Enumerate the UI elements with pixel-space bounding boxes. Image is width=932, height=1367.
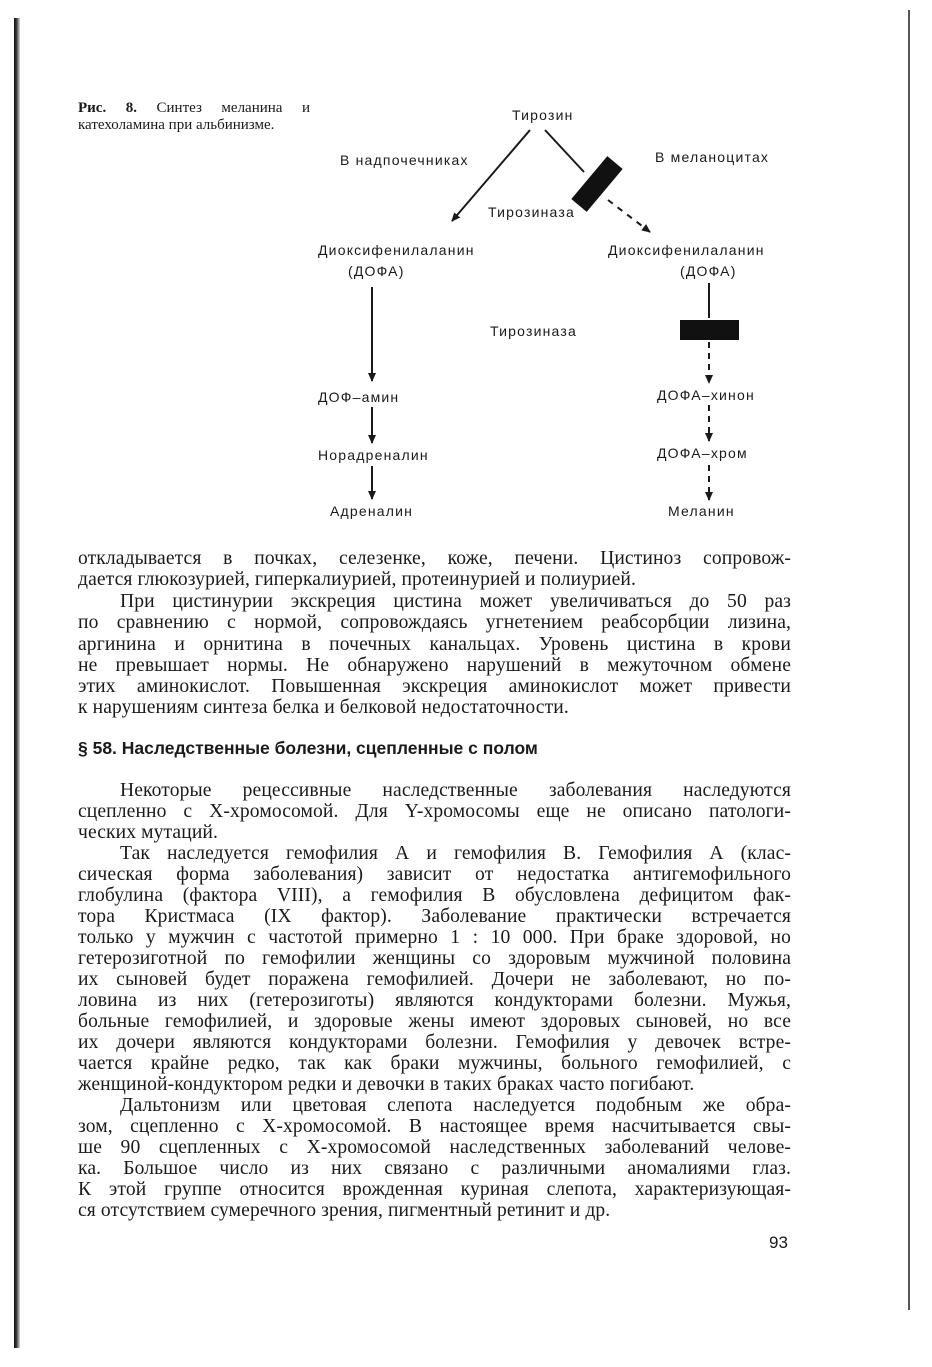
text-line: дается глюкозурией, гиперкалиурией, протеинурией и полиурией.: [78, 569, 636, 590]
node-melanin: Меланин: [668, 503, 735, 519]
text-line: Так наследуется гемофилия А и гемофилия В. Гемофилия А (клас-: [120, 843, 791, 864]
text-line: больные гемофилией, и здоровые жены имеют здоровых сыновей, но все: [78, 1011, 791, 1032]
text-line: К этой группе относится врожденная куриная слепота, характеризующая-: [78, 1179, 791, 1200]
arrow-block-to-dopa-right: [608, 200, 650, 232]
line-tyrosine-to-block: [545, 130, 584, 172]
text-line: ловина из них (гетерозиготы) являются кондукторами болезни. Мужья,: [78, 990, 791, 1011]
text-line: сическая форма заболевания) зависит от недостатка антигемофильного: [78, 864, 791, 885]
text-line: откладывается в почках, селезенке, коже, печени. Цистиноз сопровож-: [78, 548, 791, 569]
section-heading: § 58. Наследственные болезни, сцепленные с полом: [78, 738, 538, 758]
page-number: 93: [769, 1233, 788, 1252]
text-line: Некоторые рецессивные наследственные заболевания наследуются: [120, 780, 791, 801]
label-tyrosinase-middle: Тирозиназа: [490, 323, 577, 339]
node-dopa-right-line2: (ДОФА): [680, 263, 737, 279]
label-adrenal: В надпочечниках: [340, 152, 469, 168]
text-line: женщиной-кондуктором редки и девочки в таких браках часто погибают.: [78, 1074, 695, 1095]
text-line: сцепленно с Х-хромосомой. Для Y-хромосомы еще не описано патологи-: [78, 801, 791, 822]
text-line: ся отсутствием сумеречного зрения, пигментный ретинит и др.: [78, 1200, 611, 1221]
node-dopa-left-line1: Диоксифенилаланин: [318, 242, 475, 258]
text-line: глобулина (фактора VIII), а гемофилия В обусловлена дефицитом фак-: [78, 885, 791, 906]
text-line: чается крайне редко, так как браки мужчины, больного гемофилией, с: [78, 1053, 791, 1074]
label-melanocytes: В меланоцитах: [655, 149, 770, 165]
node-dopamine: ДОФ–амин: [318, 389, 400, 405]
text-line: Дальтонизм или цветовая слепота наследуется подобным же обра-: [120, 1095, 791, 1116]
text-line: зом, сцепленно с Х-хромосомой. В настоящее время насчитывается свы-: [78, 1116, 791, 1137]
node-noradrenaline: Норадреналин: [318, 447, 429, 463]
text-line: тора Кристмаса (IX фактор). Заболевание практически встречается: [78, 906, 791, 927]
text-line: ше 90 сцепленных с Х-хромосомой наследственных заболеваний челове-: [78, 1137, 791, 1158]
node-adrenaline: Адреналин: [330, 503, 414, 519]
node-dopa-right-line1: Диоксифенилаланин: [608, 242, 765, 258]
synthesis-diagram: [0, 0, 932, 540]
enzyme-block-top: [571, 156, 622, 212]
text-line: гетерозиготной по гемофилии женщины со здоровым мужчиной половина: [78, 948, 791, 969]
text-line: их дочери являются кондукторами болезни. Гемофилия у девочек встре-: [78, 1032, 791, 1053]
text-line: При цистинурии экскреция цистина может увеличиваться до 50 раз: [120, 591, 791, 612]
text-line: ка. Большое число из них связано с различными аномалиями глаз.: [78, 1158, 791, 1179]
caption-label: Рис. 8.: [78, 100, 137, 116]
text-line: только у мужчин с частотой примерно 1 : 10 000. При браке здоровой, но: [78, 927, 791, 948]
text-line: по сравнению с нормой, сопровождаясь угнетением реабсорбции лизина,: [78, 612, 791, 633]
text-line: ческих мутаций.: [78, 822, 218, 843]
caption-text: Синтез меланина и катехоламина при альбинизме.: [78, 100, 310, 133]
label-tyrosinase-top: Тирозиназа: [488, 204, 575, 220]
node-dopa-left-line2: (ДОФА): [348, 263, 405, 279]
enzyme-block-middle: [680, 320, 739, 340]
text-line: аргинина и орнитина в почечных канальцах. Уровень цистина в крови: [78, 634, 791, 655]
text-line: этих аминокислот. Повышенная экскреция аминокислот может привести: [78, 676, 791, 697]
node-tyrosine: Тирозин: [512, 107, 574, 123]
node-dopa-quinone: ДОФА–хинон: [657, 387, 755, 403]
node-dopa-chrome: ДОФА–хром: [657, 445, 748, 461]
text-line: к нарушениям синтеза белка и белковой недостаточности.: [78, 697, 569, 718]
text-line: их сыновей будет поражена гемофилией. Дочери не заболевают, но по-: [78, 969, 791, 990]
text-line: не превышает нормы. Не обнаружено нарушений в межуточном обмене: [78, 655, 791, 676]
